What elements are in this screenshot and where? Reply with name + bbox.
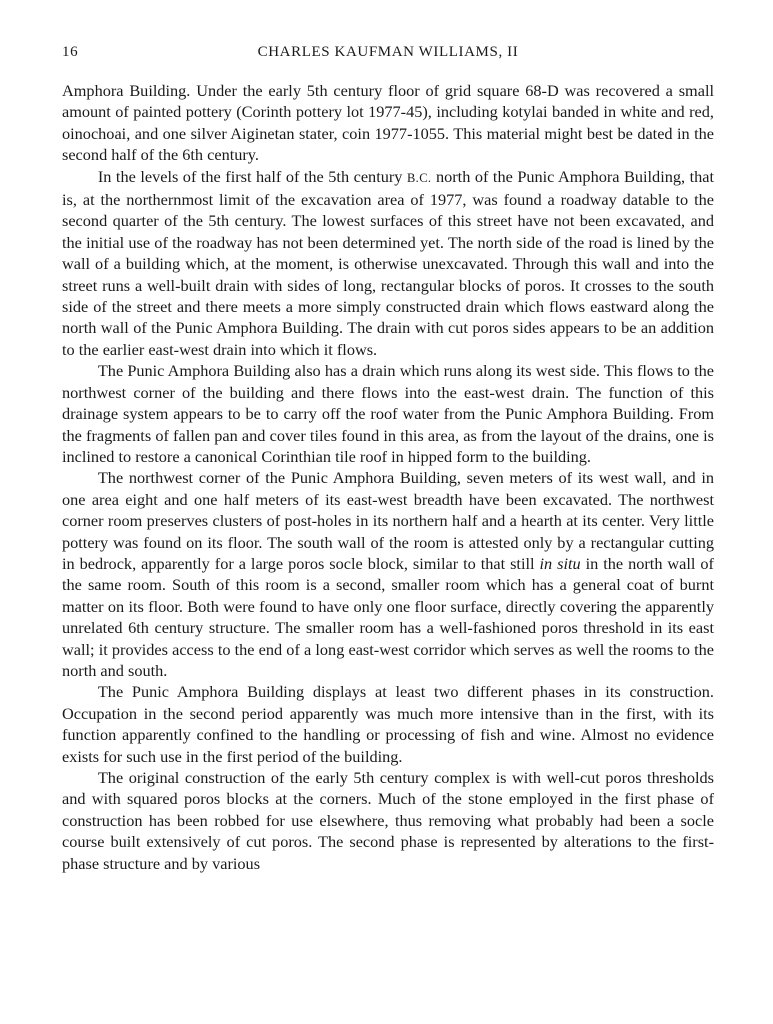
- era-abbreviation: B.C.: [406, 170, 432, 185]
- italic-term: in situ: [539, 553, 581, 573]
- running-header: [62, 44, 714, 68]
- paragraph-phases: The Punic Amphora Building displays at least two different phases in its construction. Occupation in the second period apparently was much more intensive than in the first, with its function apparently confined to the handling or processing of fish and wine. Almost no evidence exists for such use in the first period of the building.: [62, 682, 714, 766]
- paragraph-west-drain: The Punic Amphora Building also has a drain which runs along its west side. This flows to the northwest corner of the building and there flows into the east-west drain. The function of this drainage system appears to be to carry off the roof water from the Punic Amphora Building. From the fragments of fallen pan and cover tiles found in this area, as from the layout of the drains, one is inclined to restore a canonical Corinthian tile roof in hipped form to the building.: [62, 361, 714, 466]
- paragraph-original-construction: The original construction of the early 5th century complex is with well-cut poros thresholds and with squared poros blocks at the corners. Much of the stone employed in the first phase of construction has been robbed for use elsewhere, thus removing what probably had been a socle course built extensively of cut poros. The second phase is represented by alterations to the first-phase structure and by various: [62, 768, 714, 873]
- paragraph-text: north of the Punic Amphora Building, that is, at the northernmost limit of the excavation area of 1977, was found a roadway datable to the second quarter of the 5th century. The lowest surfaces of this street have not been excavated, and the initial use of the roadway has not been determined yet. The north side of the road is lined by the wall of a building which, at the moment, is otherwise unexcavated. Through this wall and into the street runs a well-built drain with sides of long, rectangular blocks of poros. It crosses to the south side of the street and there meets a more simply constructed drain which flows eastward along the north wall of the Punic Amphora Building. The drain with cut poros sides appears to be an addition to the earlier east-west drain into which it flows.: [62, 166, 714, 359]
- running-title: CHARLES KAUFMAN WILLIAMS, II: [257, 44, 519, 60]
- paragraph-northwest-corner: [62, 467, 714, 681]
- document-page: [62, 44, 714, 874]
- paragraph-continued: Amphora Building. Under the early 5th century floor of grid square 68-D was recovered a small amount of painted pottery (Corinth pottery lot 1977-45), including kotylai banded in white and red, oinochoai, and one silver Aiginetan stater, coin 1977-1055. This material might best be dated in the second half of the 6th century.: [62, 81, 714, 165]
- paragraph-text: in the north wall of the same room. South of this room is a second, smaller room which has a general coat of burnt matter on its floor. Both were found to have only one floor surface, directly covering the apparently unrelated 6th century structure. The smaller room has a well-fashioned poros threshold in its east wall; it provides access to the end of a long east-west corridor which serves as well the rooms to the north and south.: [62, 553, 714, 680]
- body-text: [62, 80, 714, 874]
- paragraph-text: The northwest corner of the Punic Amphora Building, seven meters of its west wall, and in one area eight and one half meters of its east-west breadth have been excavated. The northwest corner room preserves clusters of post-holes in its northern half and a hearth at its center. Very little pottery was found on its floor. The south wall of the room is attested only by a rectangular cutting in bedrock, apparently for a large poros socle block, similar to that still: [62, 468, 714, 573]
- page-number: 16: [62, 44, 79, 60]
- paragraph-roadway: [62, 166, 714, 361]
- paragraph-text: In the levels of the first half of the 5th century: [97, 166, 407, 186]
